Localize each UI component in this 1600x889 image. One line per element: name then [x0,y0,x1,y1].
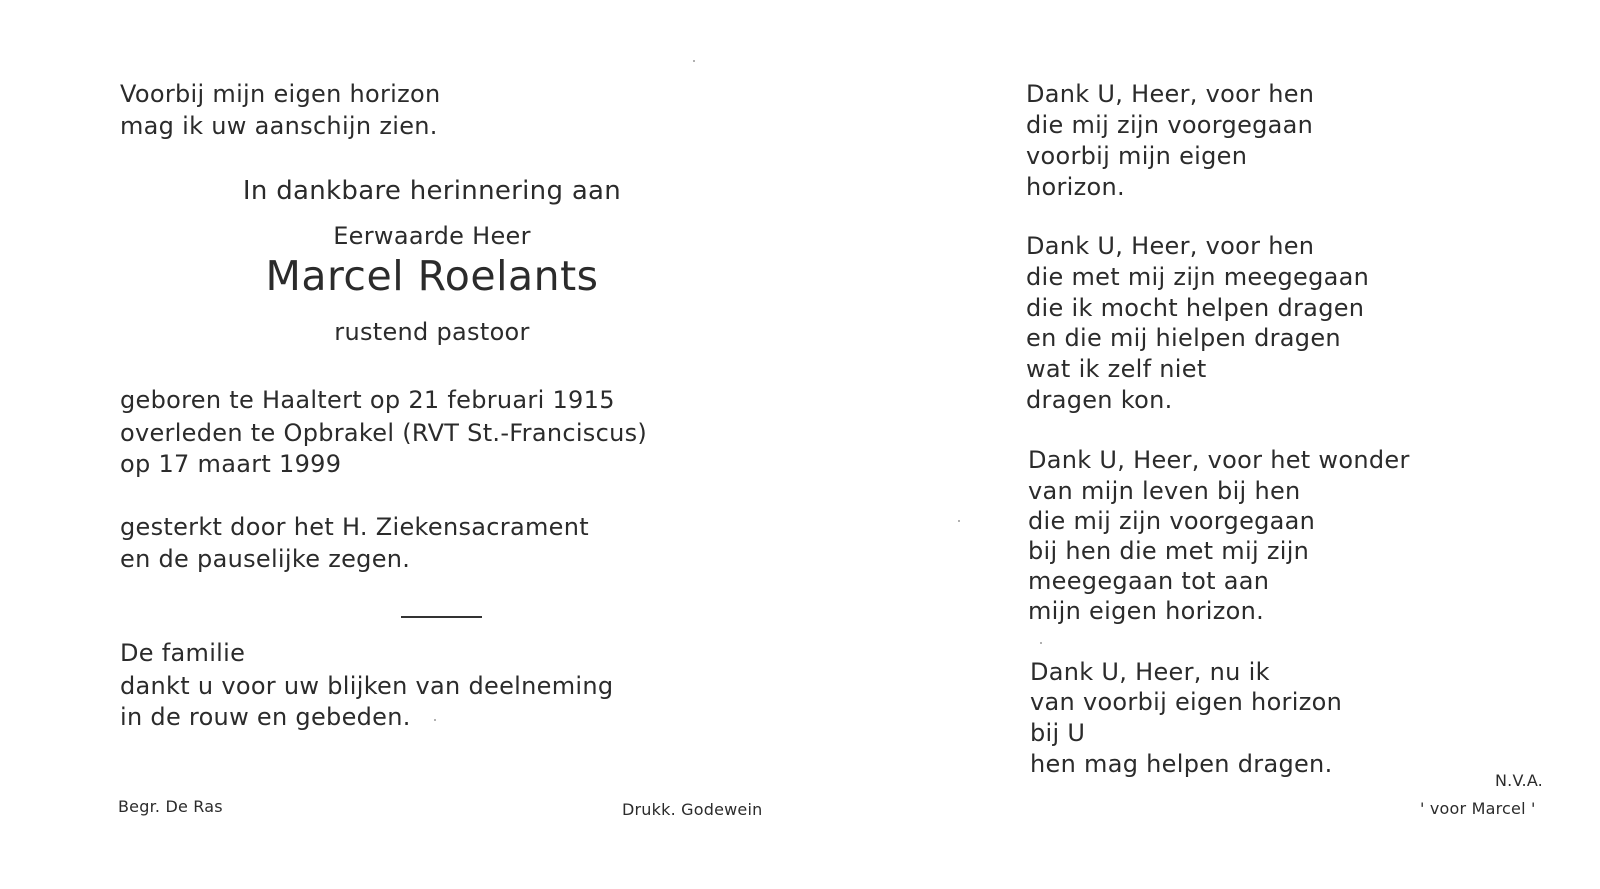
birth-line: geboren te Haaltert op 21 februari 1915 [120,386,615,414]
poem-line: die ik mocht helpen dragen [1026,294,1365,322]
poem-line: van voorbij eigen horizon [1030,688,1343,716]
poem-line: hen mag helpen dragen. [1030,750,1333,778]
poem-line: Dank U, Heer, voor hen [1026,232,1315,260]
poem-line: horizon. [1026,173,1125,201]
poem-line: Dank U, Heer, nu ik [1030,658,1270,686]
poem-line: die met mij zijn meegegaan [1026,263,1370,291]
poem-line: die mij zijn voorgegaan [1028,507,1316,535]
paper-speck [693,60,695,62]
paper-speck [434,719,436,721]
family-line-3: in de rouw en gebeden. [120,703,411,731]
role-line: rustend pastoor [334,318,530,346]
printer-credit: Drukk. Godewein [622,800,763,819]
poem-line: meegegaan tot aan [1028,567,1270,595]
poem-line: die mij zijn voorgegaan [1026,111,1314,139]
honorific: Eerwaarde Heer [333,222,531,250]
family-line-1: De familie [120,639,246,667]
death-date-line: op 17 maart 1999 [120,450,342,478]
family-line-2: dankt u voor uw blijken van deelneming [120,672,614,700]
death-line: overleden te Opbrakel (RVT St.-Franciscus) [120,419,648,447]
poem-line: en die mij hielpen dragen [1026,324,1341,352]
divider-rule [401,616,482,618]
motto-line-2: mag ik uw aanschijn zien. [120,112,438,140]
poem-line: bij U [1030,719,1086,747]
poem-line: van mijn leven bij hen [1028,477,1301,505]
motto-line-1: Voorbij mijn eigen horizon [120,80,441,108]
poem-dedication: ' voor Marcel ' [1420,799,1536,818]
poem-line: wat ik zelf niet [1026,355,1207,383]
paper-speck [1040,642,1042,644]
sacrament-line-2: en de pauselijke zegen. [120,545,411,573]
undertaker-credit: Begr. De Ras [118,797,223,816]
poem-line: mijn eigen horizon. [1028,597,1265,625]
intro-line: In dankbare herinnering aan [242,176,622,206]
poem-line: Dank U, Heer, voor hen [1026,80,1315,108]
sacrament-line-1: gesterkt door het H. Ziekensacrament [120,513,589,541]
poem-line: bij hen die met mij zijn [1028,537,1310,565]
poem-line: dragen kon. [1026,386,1173,414]
poem-line: voorbij mijn eigen [1026,142,1248,170]
deceased-name: Marcel Roelants [265,252,599,300]
poem-author: N.V.A. [1495,771,1543,790]
paper-speck [958,520,960,522]
card-fold [800,0,801,889]
poem-line: Dank U, Heer, voor het wonder [1028,446,1410,474]
